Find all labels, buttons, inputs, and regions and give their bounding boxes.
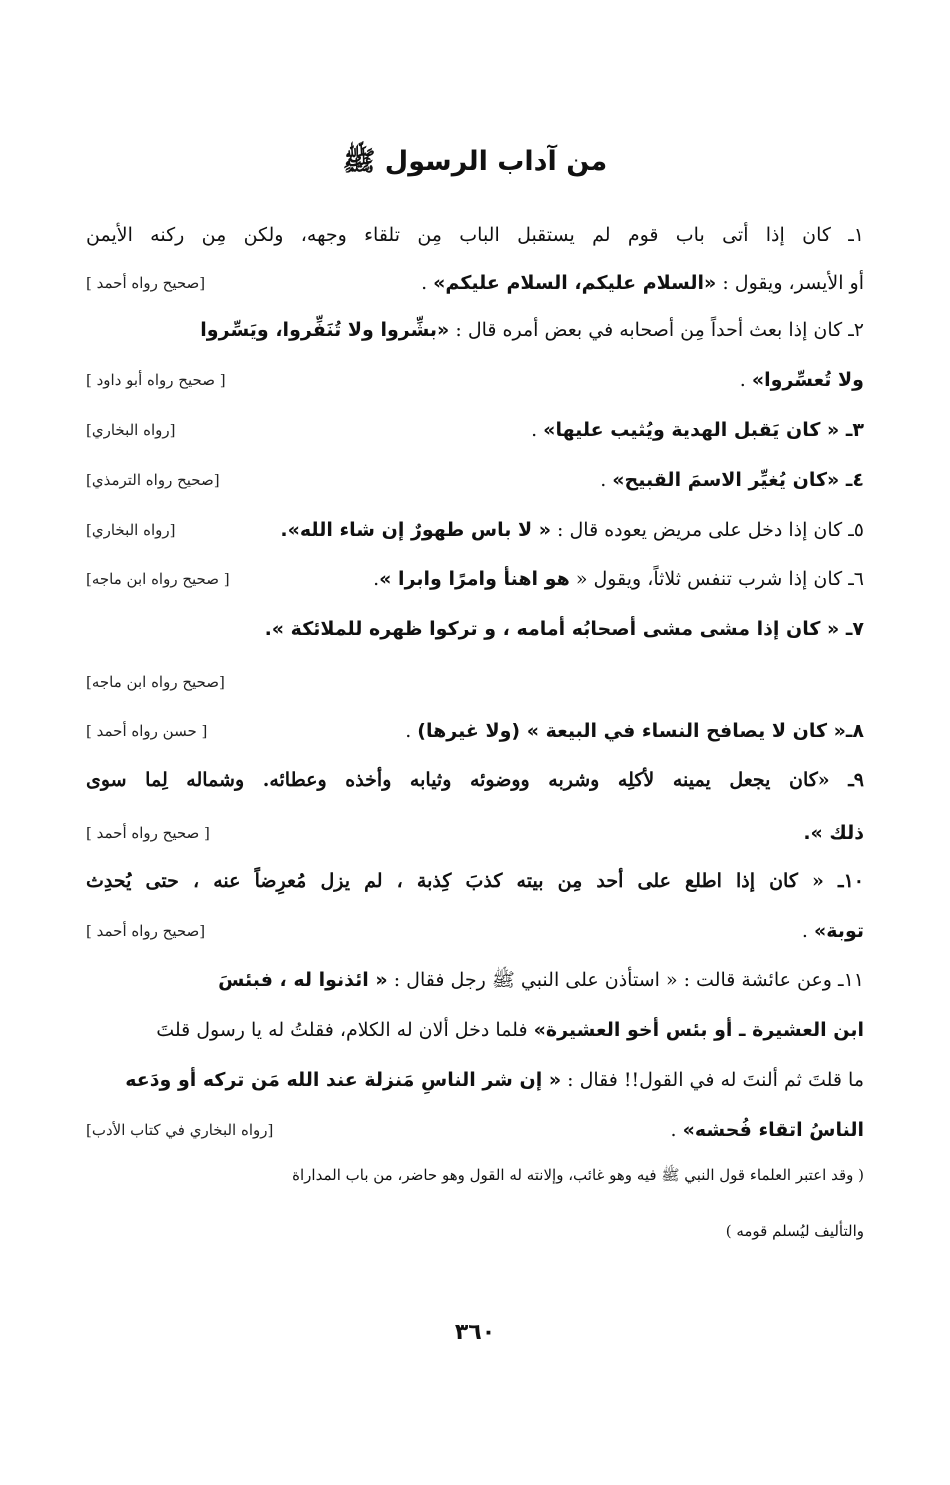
hadith-9-line-2 (86, 816, 864, 850)
hadith-reference: [ صحيح رواه أحمد ] (86, 824, 210, 842)
bold-quote: ٣ـ « كان يَقبل الهدية ويُثيب عليها» (543, 419, 864, 441)
line-text (421, 266, 864, 300)
plain-text: أو الأيسر، ويقول : (716, 272, 864, 294)
hadith-10-line-2 (86, 914, 864, 948)
bold-quote: ١٠ـ « كان إذا اطلع على أحد مِن بيته كذبَ كِذبة ، لم يزل مُعرِضاً عنه ، حتى يُحدِث (86, 870, 864, 892)
hadith-11-line-4 (86, 1113, 864, 1147)
commentary-note-line-2: والتأليف ليُسلم قومه ) (725, 1222, 864, 1240)
hadith-reference: [ صحيح رواه ابن ماجه] (86, 570, 230, 588)
hadith-5 (86, 513, 864, 547)
line-text (531, 413, 864, 447)
line-text (600, 463, 864, 497)
hadith-10-line-1 (86, 864, 864, 898)
punctuation: . (421, 272, 434, 294)
punctuation: . (739, 369, 752, 391)
hadith-11-line-1 (86, 963, 864, 997)
line-text (802, 914, 864, 948)
hadith-11-line-2 (86, 1013, 864, 1047)
punctuation: . (531, 419, 544, 441)
bold-quote: « لا باس طهورٌ إن شاء الله». (280, 519, 551, 541)
line-text (200, 313, 864, 347)
page-number: ٣٦٠ (454, 1320, 496, 1345)
bold-quote: ولا تُعسِّروا» (751, 369, 864, 391)
plain-text: ١١ـ وعن عائشة قالت : « استأذن على النبي ﷺ رجل فقال : (387, 969, 864, 991)
hadith-2-line-2 (86, 363, 864, 397)
plain-text: ٥ـ كان إذا دخل على مريض يعوده قال : (551, 519, 864, 541)
plain-text: فلما دخل ألان له الكلام، فقلتُ له يا رسول قلتَ (156, 1019, 534, 1041)
hadith-3 (86, 413, 864, 447)
bold-quote: ٨ـ« كان لا يصافح النساء في البيعة » (ولا غيرها) (417, 720, 864, 742)
commentary-note-line-1: ( وقد اعتبر العلماء قول النبي ﷺ فيه وهو غائب، وإلانته له القول وهو حاضر، من باب المداراة (292, 1166, 864, 1184)
bold-quote: هو اهنأ وامرًا وابرا » (379, 568, 570, 590)
punctuation: . (670, 1119, 683, 1141)
bold-quote: «بشِّروا ولا تُنَفِّروا، ويَسِّروا (200, 319, 450, 341)
bold-quote: ٩ـ «كان يجعل يمينه لأكلِه وشربه ووضوئه وثيابه وأخذه وعطائه. وشماله لِما سوى (86, 769, 864, 791)
bold-quote: ٤ـ «كان يُغيِّر الاسمَ القبيح» (612, 469, 864, 491)
plain-text: ما قلتَ ثم ألنتَ له في القول!! فقال : (561, 1069, 864, 1091)
hadith-reference: [رواه البخاري في كتاب الأدب] (86, 1121, 274, 1139)
bold-quote: الناسُ اتقاء فُحشه» (682, 1119, 864, 1141)
hadith-reference: [صحيح رواه أحمد ] (86, 274, 206, 292)
hadith-9-line-1 (86, 763, 864, 797)
hadith-reference: [رواه البخاري] (86, 421, 176, 439)
punctuation: . (801, 920, 815, 942)
hadith-2-line-1 (86, 313, 864, 347)
bold-quote: « ائذنوا له ، فبئسَ (218, 969, 388, 991)
punctuation: . (600, 469, 613, 491)
hadith-reference: [رواه البخاري] (86, 521, 176, 539)
hadith-reference: [صحيح رواه ابن ماجه] (86, 673, 225, 691)
line-text (218, 963, 864, 997)
line-text (740, 363, 864, 397)
line-text (405, 714, 864, 748)
bold-quote: توبة» (814, 920, 864, 942)
punctuation: . (373, 568, 380, 590)
hadith-6 (86, 562, 864, 596)
bold-quote: «السلام عليكم، السلام عليكم» (433, 272, 717, 294)
line-text (670, 1113, 864, 1147)
bold-quote: ذلك ». (803, 822, 864, 844)
punctuation: . (405, 720, 418, 742)
bold-quote: ٧ـ « كان إذا مشى مشى أصحابُه أمامه ، و تركوا ظهره للملائكة ». (264, 618, 864, 640)
line-text (373, 562, 864, 596)
bold-quote: ابن العشيرة ـ أو بئس أخو العشيرة» (533, 1019, 864, 1041)
line-text (125, 1063, 864, 1097)
hadith-1-line-2 (86, 266, 864, 300)
page-title: من آداب الرسول ﷺ (342, 146, 608, 177)
hadith-reference: [صحيح رواه أحمد ] (86, 922, 206, 940)
hadith-reference: [صحيح رواه الترمذي] (86, 471, 220, 489)
plain-text: ٦ـ كان إذا شرب تنفس ثلاثاً، ويقول « (569, 568, 864, 590)
hadith-4 (86, 463, 864, 497)
bold-quote: « إن شر الناسِ مَنزلة عند الله مَن تركه أو ودَعه (125, 1069, 562, 1091)
hadith-8 (86, 714, 864, 748)
hadith-1-line-1 (86, 218, 864, 252)
plain-text: ٢ـ كان إذا بعث أحداً مِن أصحابه في بعض أمره قال : (449, 319, 864, 341)
line-text (280, 513, 864, 547)
hadith-7-reference-line (86, 665, 864, 699)
hadith-7 (86, 612, 864, 646)
hadith-11-line-3 (86, 1063, 864, 1097)
line-text: ١ـ كان إذا أتى باب قوم لم يستقبل الباب مِن تلقاء وجهه، ولكن مِن ركنه الأيمن (86, 224, 864, 246)
line-text (156, 1013, 864, 1047)
hadith-reference: [ صحيح رواه أبو داود ] (86, 371, 226, 389)
hadith-reference: [ حسن رواه أحمد ] (86, 722, 208, 740)
